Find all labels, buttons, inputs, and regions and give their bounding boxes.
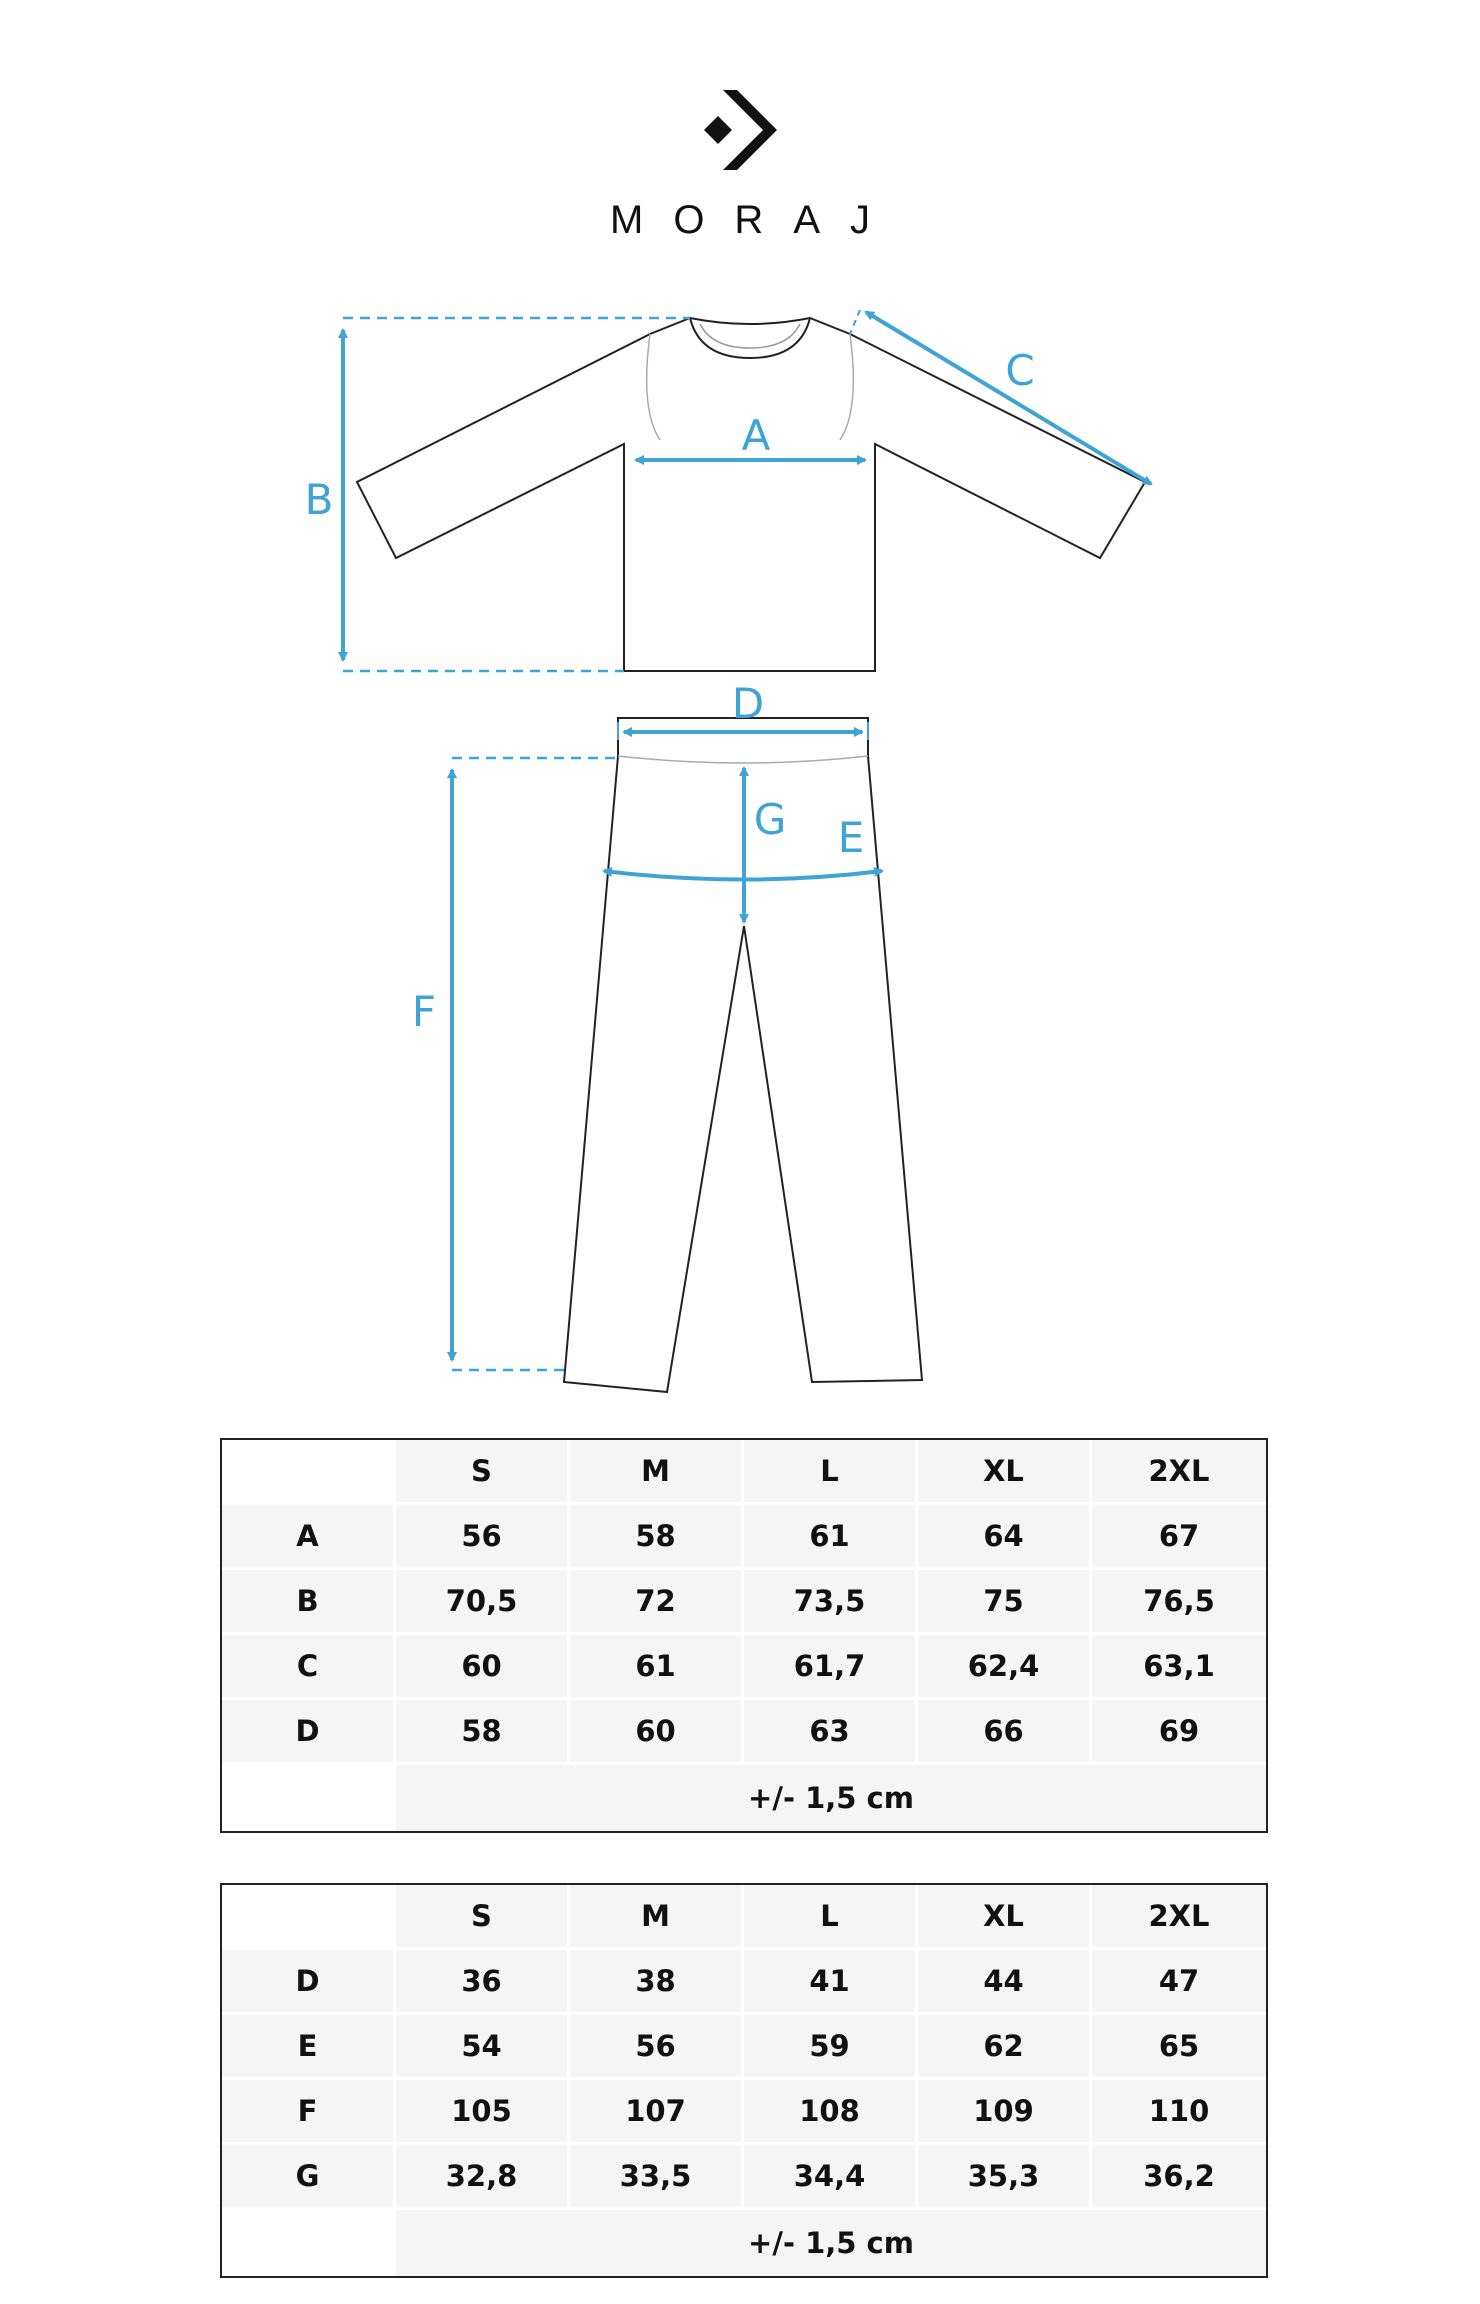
table-header-row	[222, 1440, 1266, 1505]
label-d: D	[731, 679, 765, 728]
table-cell: 107	[570, 2080, 744, 2145]
table-cell: 58	[570, 1505, 744, 1570]
table-cell: 61	[744, 1505, 918, 1570]
table-cell: 38	[570, 1950, 744, 2015]
sweatshirt-size-table	[220, 1438, 1268, 1833]
row-label: G	[222, 2145, 396, 2210]
table-cell: 34,4	[744, 2145, 918, 2210]
label-b: B	[304, 475, 334, 524]
size-header: XL	[918, 1440, 1092, 1505]
row-label: D	[222, 1950, 396, 2015]
tolerance-note: +/- 1,5 cm	[396, 1765, 1266, 1831]
table-cell: 70,5	[396, 1570, 570, 1635]
table-cell: 109	[918, 2080, 1092, 2145]
tolerance-corner	[222, 2210, 396, 2276]
garment-measurement-diagram	[0, 300, 1480, 1400]
pants-size-table	[220, 1883, 1268, 2278]
table-row	[222, 1570, 1266, 1635]
table-cell: 110	[1092, 2080, 1266, 2145]
table-cell: 58	[396, 1700, 570, 1765]
table-cell: 64	[918, 1505, 1092, 1570]
table-cell: 72	[570, 1570, 744, 1635]
table-row	[222, 1635, 1266, 1700]
size-header: S	[396, 1440, 570, 1505]
label-c: C	[1005, 346, 1035, 395]
table-cell: 47	[1092, 1950, 1266, 2015]
row-label: B	[222, 1570, 396, 1635]
table-cell: 32,8	[396, 2145, 570, 2210]
brand-name: MORAJ	[610, 198, 900, 242]
row-label: D	[222, 1700, 396, 1765]
row-label: E	[222, 2015, 396, 2080]
table-row	[222, 1700, 1266, 1765]
table-row	[222, 1505, 1266, 1570]
table-cell: 65	[1092, 2015, 1266, 2080]
table-cell: 63	[744, 1700, 918, 1765]
table-cell: 76,5	[1092, 1570, 1266, 1635]
size-header: 2XL	[1092, 1440, 1266, 1505]
row-label: F	[222, 2080, 396, 2145]
table-cell: 33,5	[570, 2145, 744, 2210]
table-cell: 59	[744, 2015, 918, 2080]
table-cell: 60	[396, 1635, 570, 1700]
table-cell: 69	[1092, 1700, 1266, 1765]
row-label: C	[222, 1635, 396, 1700]
tolerance-row	[222, 2210, 1266, 2276]
table-header-row	[222, 1885, 1266, 1950]
table-cell: 44	[918, 1950, 1092, 2015]
table-cell: 56	[570, 2015, 744, 2080]
table-cell: 62,4	[918, 1635, 1092, 1700]
size-header: 2XL	[1092, 1885, 1266, 1950]
tolerance-corner	[222, 1765, 396, 1831]
table-cell: 61,7	[744, 1635, 918, 1700]
label-e: E	[837, 813, 865, 862]
label-f: F	[411, 987, 437, 1036]
size-header: M	[570, 1885, 744, 1950]
tolerance-row	[222, 1765, 1266, 1831]
table-cell: 67	[1092, 1505, 1266, 1570]
table-cell: 62	[918, 2015, 1092, 2080]
table-cell: 54	[396, 2015, 570, 2080]
table-cell: 35,3	[918, 2145, 1092, 2210]
size-header: L	[744, 1440, 918, 1505]
table-cell: 56	[396, 1505, 570, 1570]
size-header: L	[744, 1885, 918, 1950]
table-cell: 75	[918, 1570, 1092, 1635]
table-cell: 105	[396, 2080, 570, 2145]
label-a: A	[741, 411, 771, 460]
table-cell: 63,1	[1092, 1635, 1266, 1700]
table-cell: 60	[570, 1700, 744, 1765]
moraj-chevron-logo-icon	[697, 90, 783, 170]
brand-logo	[0, 90, 1480, 243]
table-cell: 36,2	[1092, 2145, 1266, 2210]
table-cell: 73,5	[744, 1570, 918, 1635]
table-cell: 108	[744, 2080, 918, 2145]
table-cell: 61	[570, 1635, 744, 1700]
table-row	[222, 1950, 1266, 2015]
header-corner	[222, 1440, 396, 1505]
table-row	[222, 2145, 1266, 2210]
table-row	[222, 2015, 1266, 2080]
table-cell: 41	[744, 1950, 918, 2015]
tolerance-note: +/- 1,5 cm	[396, 2210, 1266, 2276]
header-corner	[222, 1885, 396, 1950]
label-g: G	[753, 795, 787, 844]
row-label: A	[222, 1505, 396, 1570]
size-header: M	[570, 1440, 744, 1505]
size-header: S	[396, 1885, 570, 1950]
table-row	[222, 2080, 1266, 2145]
table-cell: 66	[918, 1700, 1092, 1765]
table-cell: 36	[396, 1950, 570, 2015]
size-header: XL	[918, 1885, 1092, 1950]
